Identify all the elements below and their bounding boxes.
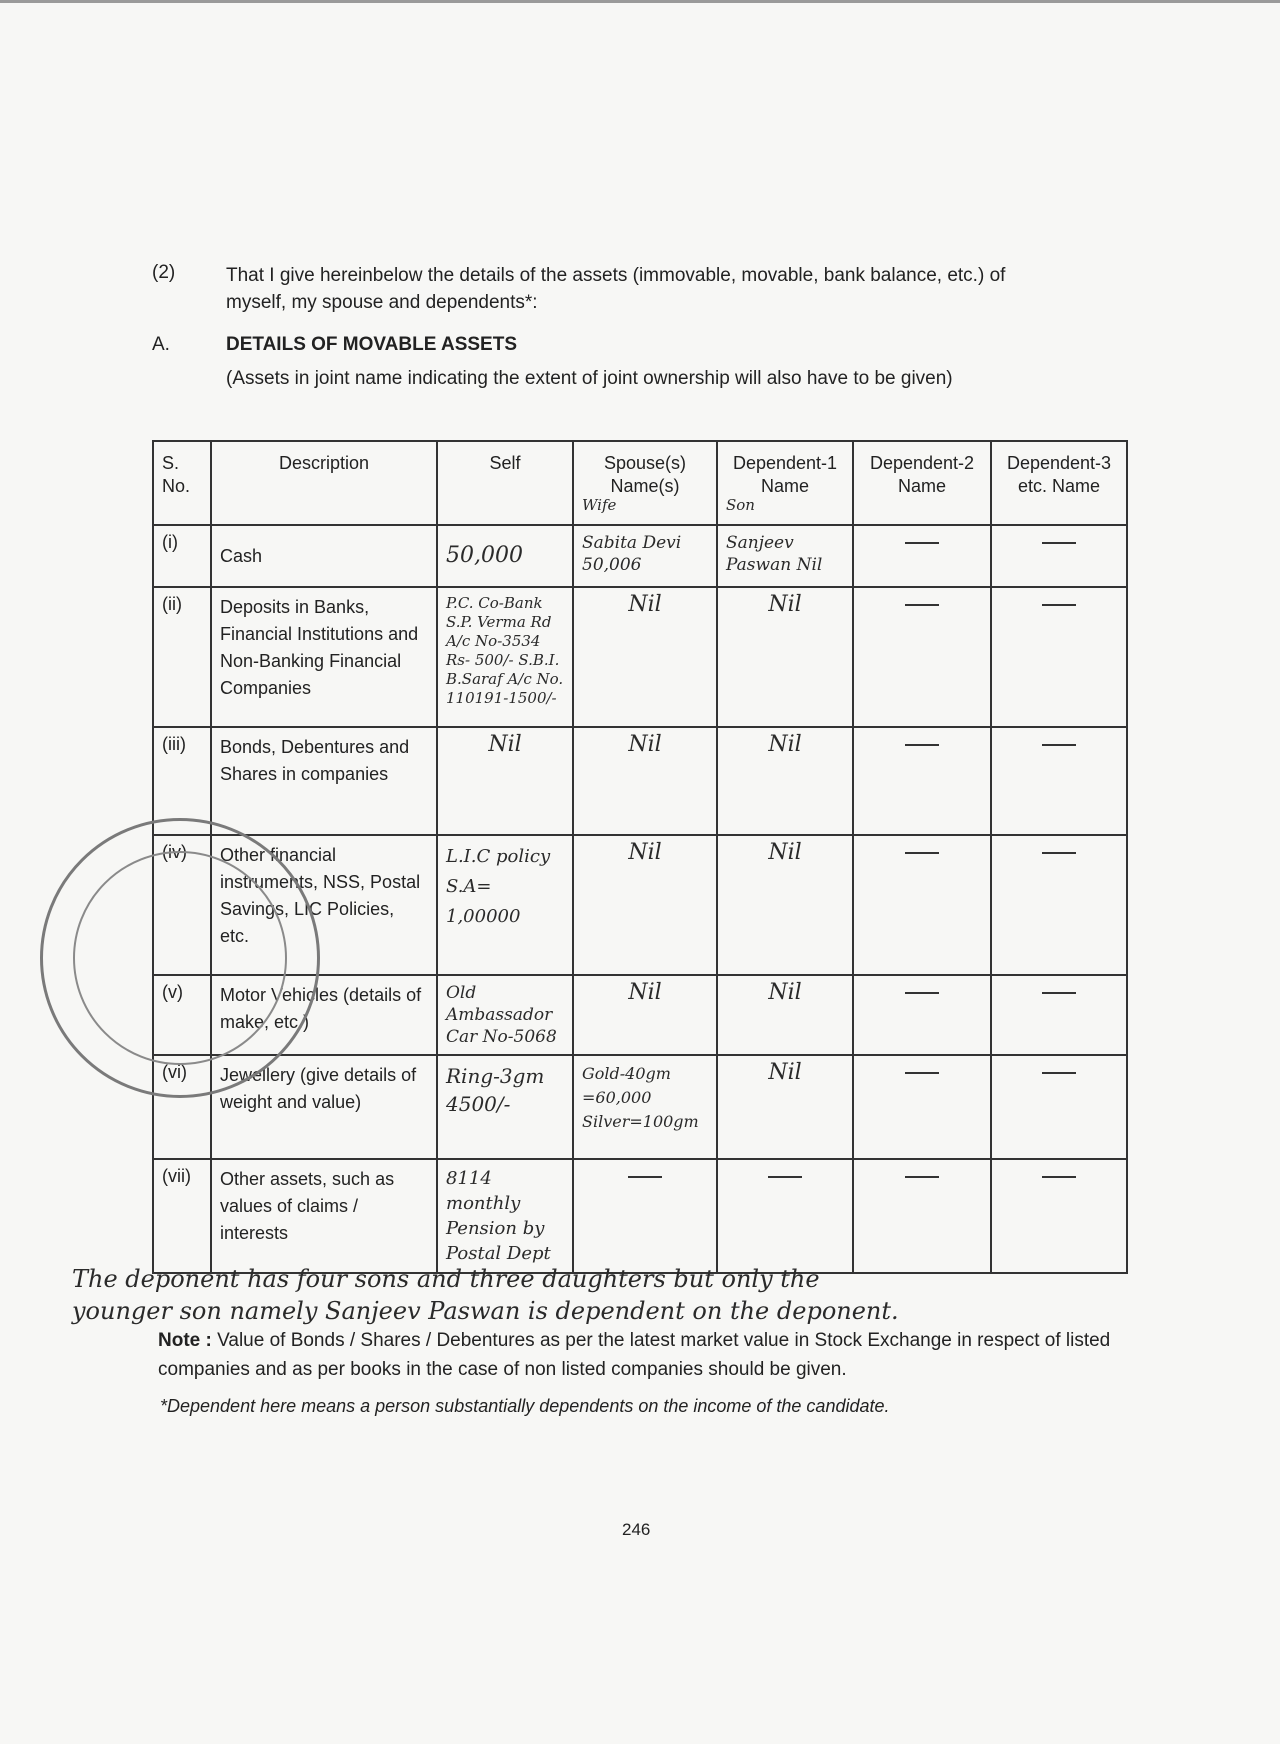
table-row xyxy=(153,727,1127,835)
dash-mark xyxy=(1042,992,1076,994)
row-sno: (iv) xyxy=(153,835,211,975)
row-dependent-3 xyxy=(991,1159,1127,1273)
handwritten-note-line-1: The deponent has four sons and three daughters but only the xyxy=(72,1265,820,1293)
row-sno: (vi) xyxy=(153,1055,211,1159)
note-text: Value of Bonds / Shares / Debentures as per the latest market value in Stock Exchange in respect of listed companies and as per books in the case of non listed companies should be given. xyxy=(158,1330,1111,1380)
row-dependent-2 xyxy=(853,587,991,727)
row-description: Deposits in Banks, Financial Institutions and Non-Banking Financial Companies xyxy=(211,587,437,727)
handwritten-note-line-2: younger son namely Sanjeev Paswan is dependent on the deponent. xyxy=(72,1297,899,1325)
heading-subtitle: (Assets in joint name indicating the extent of joint ownership will also have to be given) xyxy=(226,368,953,389)
row-spouse: Gold-40gm =60,000 Silver=100gm xyxy=(573,1055,717,1159)
section-intro-line1: That I give hereinbelow the details of the assets (immovable, movable, bank balance, etc.) of xyxy=(226,265,1006,286)
row-dependent-1: Nil xyxy=(717,587,853,727)
row-description: Motor Vehicles (details of make, etc.) xyxy=(211,975,437,1055)
dash-mark xyxy=(628,1176,662,1178)
row-dependent-3 xyxy=(991,1055,1127,1159)
row-dependent-2 xyxy=(853,835,991,975)
section-number: (2) xyxy=(152,262,176,283)
spouse-name-note: Wife xyxy=(582,496,617,514)
dash-mark xyxy=(905,992,939,994)
row-dependent-3 xyxy=(991,975,1127,1055)
dash-mark xyxy=(905,542,939,544)
header-dependent-1 xyxy=(717,441,853,525)
section-intro-line2: myself, my spouse and dependents*: xyxy=(226,292,538,313)
dash-mark xyxy=(1042,1176,1076,1178)
footnote: *Dependent here means a person substantially dependents on the income of the candidate. xyxy=(160,1396,890,1416)
dash-mark xyxy=(905,604,939,606)
row-dependent-1: Sanjeev Paswan Nil xyxy=(717,525,853,587)
table-row xyxy=(153,525,1127,587)
header-self: Self xyxy=(437,441,573,525)
row-dependent-2 xyxy=(853,975,991,1055)
page-top-edge xyxy=(0,0,1280,3)
note-label: Note : xyxy=(158,1330,212,1351)
dash-mark xyxy=(1042,744,1076,746)
row-dependent-2 xyxy=(853,727,991,835)
header-dependent-3: Dependent-3 etc. Name xyxy=(991,441,1127,525)
table-row xyxy=(153,1159,1127,1273)
row-self: L.I.C policy S.A= 1,00000 xyxy=(437,835,573,975)
dash-mark xyxy=(1042,1072,1076,1074)
row-self: 8114 monthly Pension by Postal Dept xyxy=(437,1159,573,1273)
row-dependent-1: Nil xyxy=(717,727,853,835)
header-dependent-2: Dependent-2 Name xyxy=(853,441,991,525)
dash-mark xyxy=(905,1072,939,1074)
row-self: Old Ambassador Car No-5068 xyxy=(437,975,573,1055)
row-sno: (iii) xyxy=(153,727,211,835)
row-description: Bonds, Debentures and Shares in companies xyxy=(211,727,437,835)
dash-mark xyxy=(768,1176,802,1178)
page-number: 246 xyxy=(622,1520,651,1539)
row-spouse: Nil xyxy=(573,835,717,975)
row-sno: (v) xyxy=(153,975,211,1055)
row-dependent-2 xyxy=(853,525,991,587)
note xyxy=(158,1326,1138,1384)
row-sno: (ii) xyxy=(153,587,211,727)
row-dependent-3 xyxy=(991,525,1127,587)
row-sno: (vii) xyxy=(153,1159,211,1273)
row-self: 50,000 xyxy=(437,525,573,587)
row-description: Cash xyxy=(211,525,437,587)
header-spouse xyxy=(573,441,717,525)
dash-mark xyxy=(905,852,939,854)
row-self: Ring-3gm 4500/- xyxy=(437,1055,573,1159)
row-dependent-1 xyxy=(717,1159,853,1273)
row-description: Other financial instruments, NSS, Postal Savings, LIC Policies, etc. xyxy=(211,835,437,975)
dash-mark xyxy=(905,744,939,746)
row-spouse: Nil xyxy=(573,587,717,727)
dash-mark xyxy=(905,1176,939,1178)
header-description: Description xyxy=(211,441,437,525)
row-description: Other assets, such as values of claims / interests xyxy=(211,1159,437,1273)
row-self: P.C. Co-Bank S.P. Verma Rd A/c No-3534 Rs- 500/- S.B.I. B.Saraf A/c No. 110191-1500/- xyxy=(437,587,573,727)
row-dependent-2 xyxy=(853,1159,991,1273)
row-dependent-1: Nil xyxy=(717,975,853,1055)
dash-mark xyxy=(1042,852,1076,854)
row-dependent-3 xyxy=(991,835,1127,975)
row-dependent-2 xyxy=(853,1055,991,1159)
row-dependent-1: Nil xyxy=(717,1055,853,1159)
row-spouse: Nil xyxy=(573,975,717,1055)
row-spouse: Sabita Devi 50,006 xyxy=(573,525,717,587)
dash-mark xyxy=(1042,604,1076,606)
header-spouse-label: Spouse(s) Name(s) xyxy=(603,453,687,496)
row-dependent-1: Nil xyxy=(717,835,853,975)
row-spouse xyxy=(573,1159,717,1273)
table-row xyxy=(153,587,1127,727)
heading-letter: A. xyxy=(152,334,170,355)
row-self: Nil xyxy=(437,727,573,835)
row-spouse: Nil xyxy=(573,727,717,835)
header-sno: S. No. xyxy=(153,441,211,525)
table-header-row xyxy=(153,441,1127,525)
dependent-1-name-note: Son xyxy=(726,496,755,514)
dash-mark xyxy=(1042,542,1076,544)
table-row xyxy=(153,1055,1127,1159)
header-dependent-1-label: Dependent-1 Name xyxy=(732,453,838,496)
row-dependent-3 xyxy=(991,587,1127,727)
row-dependent-3 xyxy=(991,727,1127,835)
movable-assets-table xyxy=(152,440,1128,1274)
heading-title: DETAILS OF MOVABLE ASSETS xyxy=(226,334,517,355)
row-description: Jewellery (give details of weight and value) xyxy=(211,1055,437,1159)
notary-stamp xyxy=(40,818,320,1098)
row-sno: (i) xyxy=(153,525,211,587)
section-intro xyxy=(226,262,1146,316)
